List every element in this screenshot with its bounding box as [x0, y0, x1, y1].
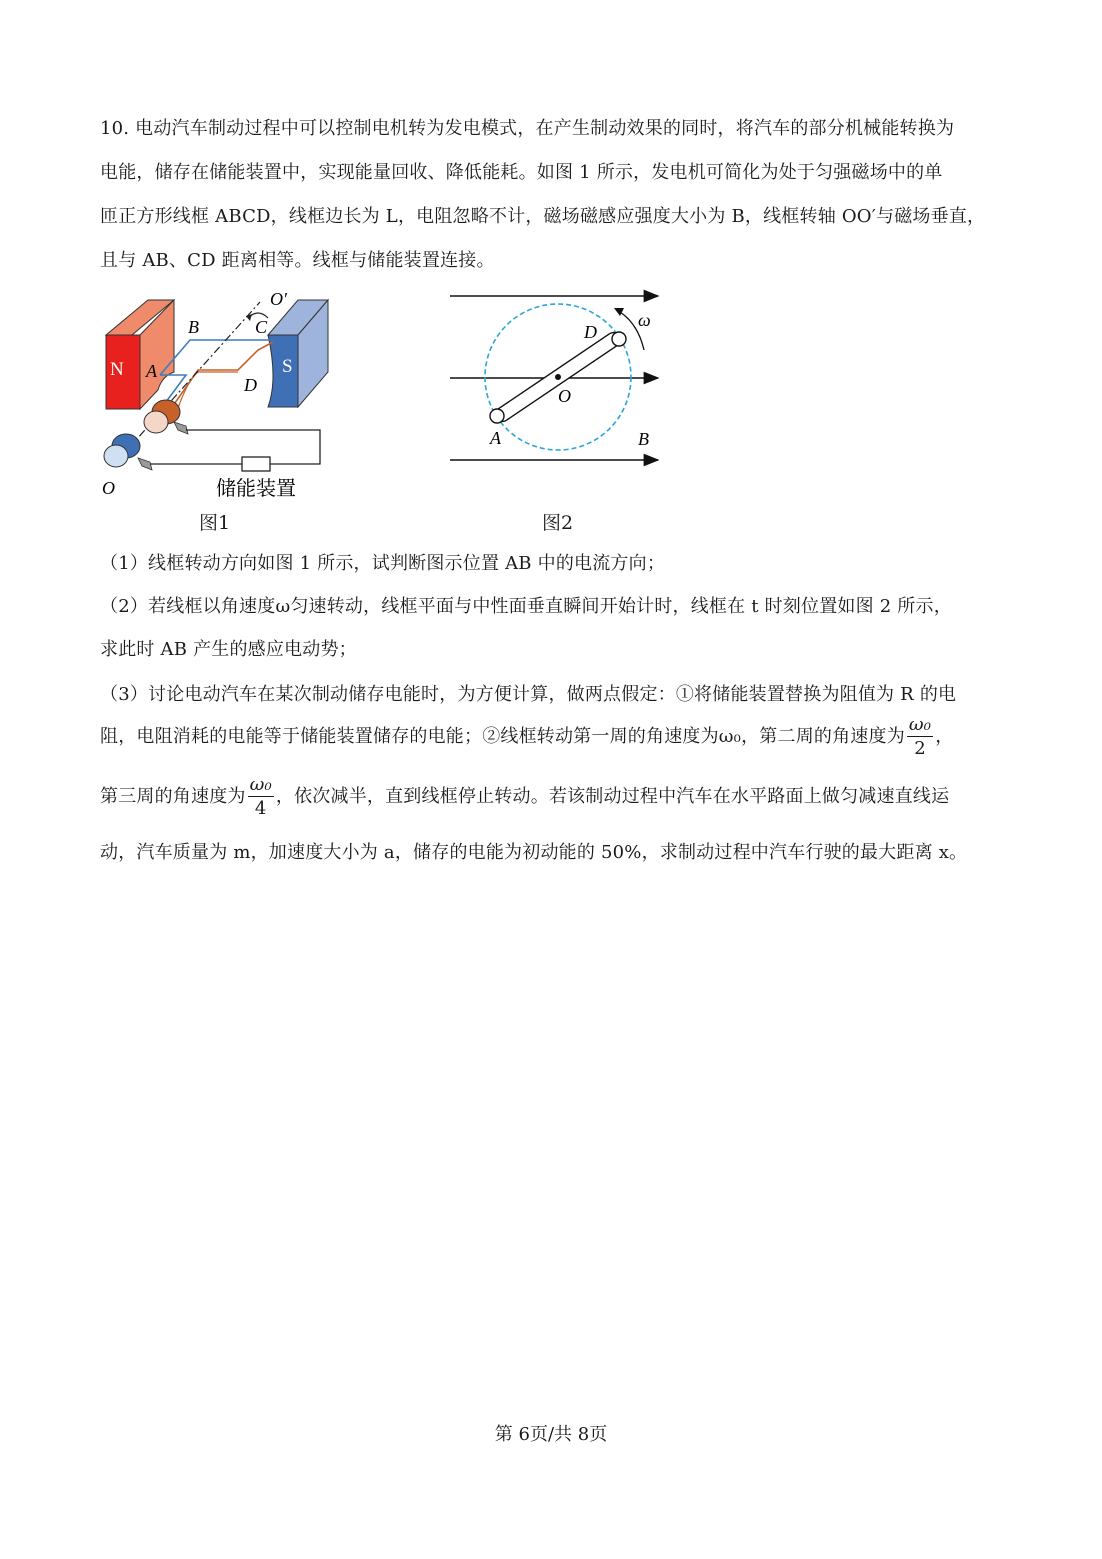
subquestion-3-line-2 [100, 716, 953, 758]
label-O-prime: O′ [270, 289, 287, 309]
page-footer: 第 6页/共 8页 [494, 1424, 608, 1445]
fraction-4-denominator: 4 [254, 798, 267, 819]
label-D2: D [584, 322, 597, 342]
label-B: B [188, 317, 199, 337]
figure-2-caption: 图2 [542, 512, 574, 534]
subquestion-2-line-2: 求此时 AB 产生的感应电动势； [100, 639, 357, 660]
subquestion-3-line-3-rest: ，依次减半，直到线框停止转动。若该制动过程中汽车在水平路面上做匀减速直线运 [275, 786, 950, 807]
center-O [555, 374, 561, 380]
label-B2: B [638, 429, 649, 449]
subquestion-1: （1）线框转动方向如图 1 所示，试判断图示位置 AB 中的电流方向； [100, 553, 666, 574]
label-O: O [102, 478, 115, 498]
subquestion-3-line-4: 动，汽车质量为 m，加速度大小为 a，储存的电能为初动能的 50%，求制动过程中汽车行驶的最大距离 x。 [100, 842, 968, 863]
brush-2 [138, 458, 152, 470]
figure-1-generator [98, 280, 338, 500]
slip-ring-orange-face [144, 411, 168, 433]
label-storage: 储能装置 [216, 478, 296, 500]
label-A: A [146, 361, 157, 381]
label-omega: ω [638, 310, 651, 330]
fraction-4-numerator: ω₀ [249, 774, 272, 795]
subquestion-3-line-3 [100, 776, 949, 818]
fraction-omega0-over-4 [248, 776, 274, 818]
subquestion-3-line-3-start: 第三周的角速度为 [100, 786, 246, 807]
fraction-omega0-over-2 [907, 716, 933, 758]
subquestion-3-line-1: （3）讨论电动汽车在某次制动储存电能时，为方便计算，做两点假定：①将储能装置替换为阻值为 R 的电 [100, 684, 957, 705]
slip-ring-blue-face [104, 445, 128, 467]
question-line-1: 10. 电动汽车制动过程中可以控制电机转为发电模式，在产生制动效果的同时，将汽车的部分机械能转换为 [100, 118, 955, 139]
subquestion-3-line-2-end: ， [935, 726, 954, 747]
label-C: C [255, 317, 268, 337]
point-D [612, 332, 626, 346]
storage-device-symbol [242, 457, 270, 471]
label-S: S [282, 356, 293, 377]
label-D: D [244, 375, 257, 395]
figure-2-coil [448, 284, 668, 474]
fraction-2-numerator: ω₀ [908, 714, 932, 735]
label-O2: O [558, 386, 571, 406]
subquestion-2-line-1: （2）若线框以角速度ω匀速转动，线框平面与中性面垂直瞬间开始计时，线框在 t 时刻位置如图 2 所示， [100, 596, 952, 617]
label-N: N [110, 359, 124, 380]
question-line-3: 匝正方形线框 ABCD，线框边长为 L，电阻忽略不计，磁场磁感应强度大小为 B，线框转轴 OO′与磁场垂直， [100, 206, 986, 227]
coil-edge-orange-2 [178, 372, 238, 408]
subquestion-3-line-2-text: 阻，电阻消耗的电能等于储能装置储存的电能；②线框转动第一周的角速度为ω₀，第二周的角速度为 [100, 726, 905, 747]
figure-1-caption: 图1 [199, 512, 231, 534]
point-A [490, 409, 504, 423]
fraction-2-denominator: 2 [914, 738, 926, 759]
question-line-4: 且与 AB、CD 距离相等。线框与储能装置连接。 [100, 250, 495, 271]
brush-1 [174, 422, 188, 434]
omega-arrowhead [614, 308, 624, 316]
rotation-arrowhead [246, 314, 252, 321]
label-A2: A [490, 428, 501, 448]
question-line-2: 电能，储存在储能装置中，实现能量回收、降低能耗。如图 1 所示，发电机可简化为处于匀强磁场中的单 [100, 162, 943, 183]
